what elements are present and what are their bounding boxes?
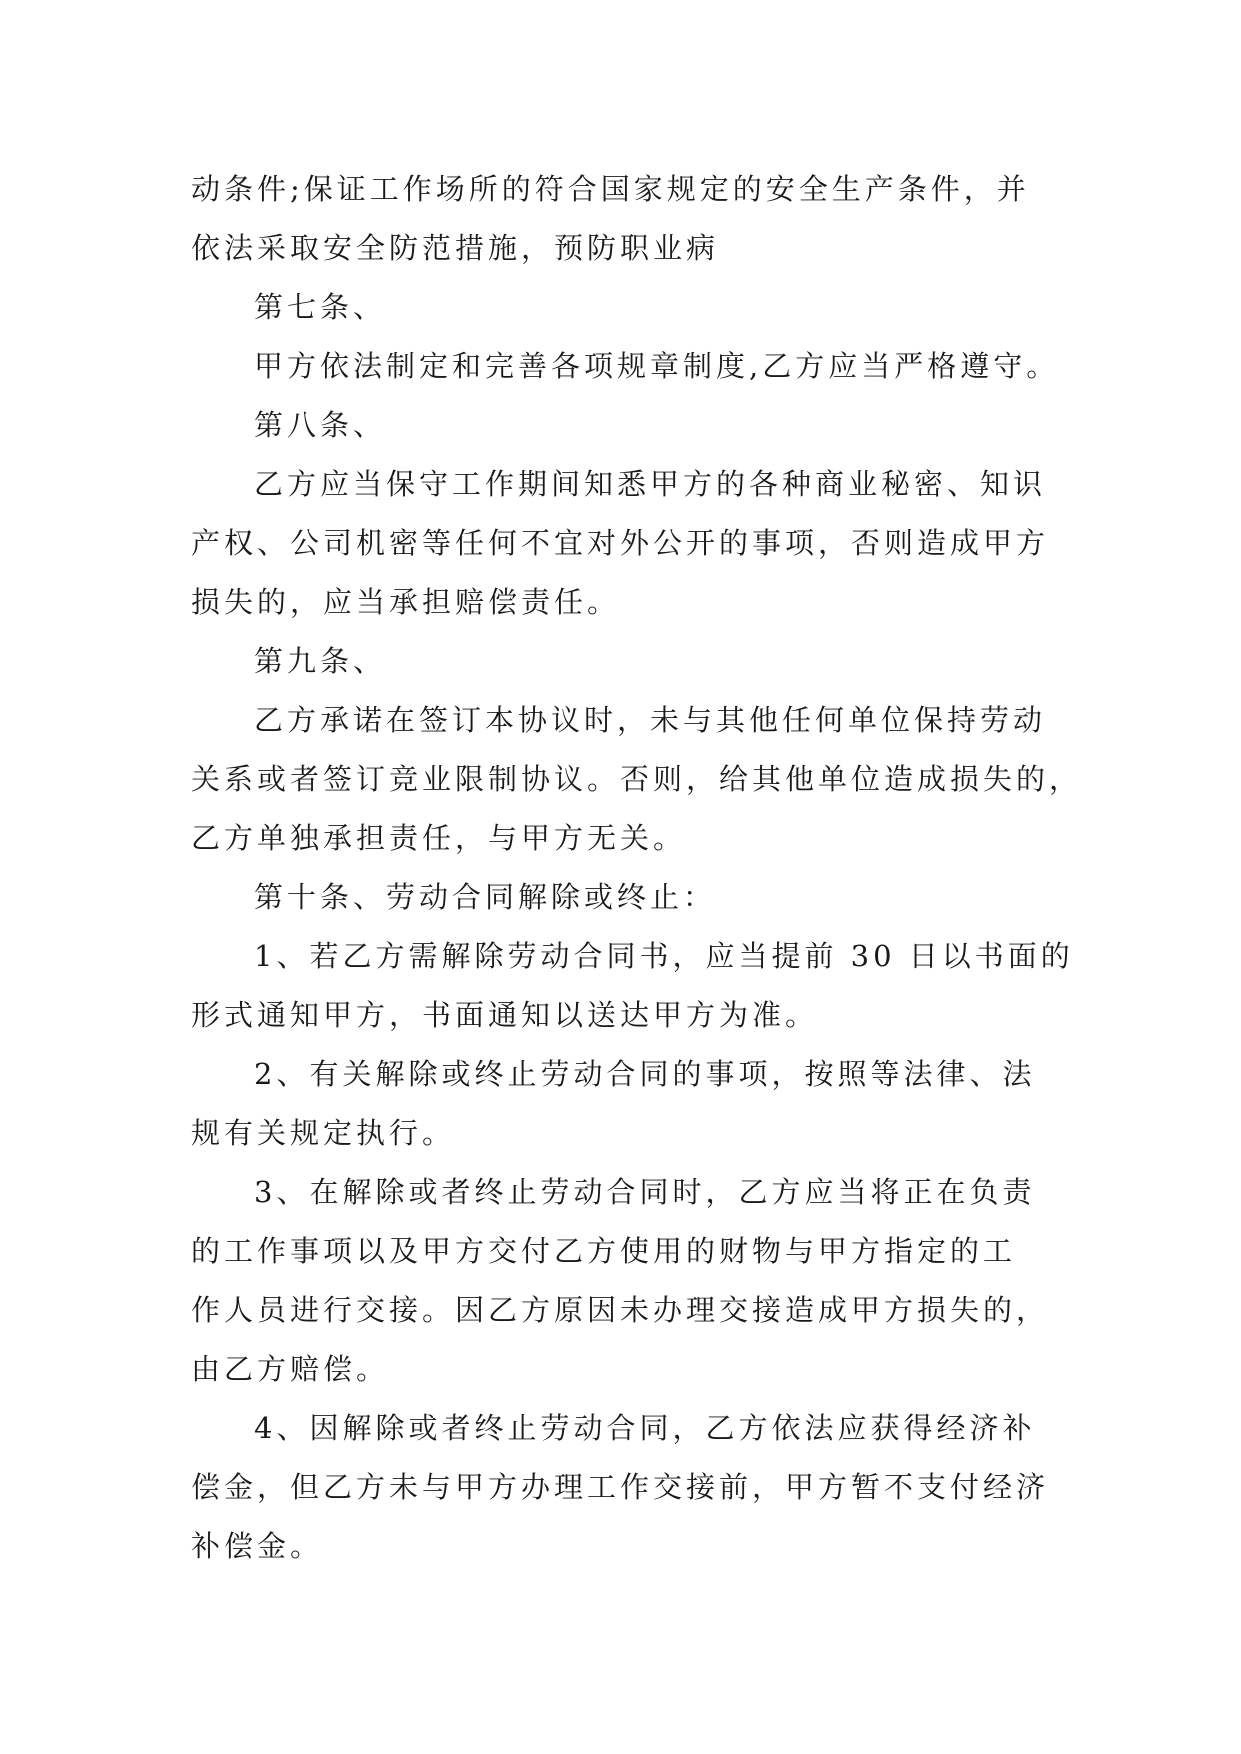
text-line: 关系或者签订竞业限制协议。否则，给其他单位造成损失的，	[191, 762, 1083, 796]
text-line: 乙方承诺在签订本协议时，未与其他任何单位保持劳动	[254, 703, 1047, 737]
text-line: 第八条、	[254, 408, 387, 442]
text-line: 规有关规定执行。	[191, 1116, 456, 1150]
text-line: 偿金，但乙方未与甲方办理工作交接前，甲方暂不支付经济	[191, 1470, 1050, 1504]
document-body	[191, 160, 1083, 1576]
text-line: 乙方单独承担责任，与甲方无关。	[191, 821, 687, 855]
text-line: 产权、公司机密等任何不宜对外公开的事项，否则造成甲方	[191, 526, 1050, 560]
text-line: 乙方应当保守工作期间知悉甲方的各种商业秘密、知识	[254, 467, 1047, 501]
text-line: 4、因解除或者终止劳动合同，乙方依法应获得经济补	[254, 1411, 1036, 1445]
text-line: 第七条、	[254, 290, 387, 324]
text-line: 依法采取安全防范措施，预防职业病	[191, 231, 720, 265]
text-line: 第十条、劳动合同解除或终止：	[254, 880, 717, 914]
text-line: 甲方依法制定和完善各项规章制度,乙方应当严格遵守。	[254, 349, 1060, 383]
text-line: 由乙方赔偿。	[191, 1352, 390, 1386]
text-line: 2、有关解除或终止劳动合同的事项，按照等法律、法	[254, 1057, 1036, 1091]
text-line: 动条件;保证工作场所的符合国家规定的安全生产条件，并	[191, 172, 1030, 206]
text-line: 第九条、	[254, 644, 387, 678]
text-line: 作人员进行交接。因乙方原因未办理交接造成甲方损失的，	[191, 1293, 1050, 1327]
text-line: 补偿金。	[191, 1529, 324, 1563]
text-line: 3、在解除或者终止劳动合同时，乙方应当将正在负责	[254, 1175, 1036, 1209]
text-line: 的工作事项以及甲方交付乙方使用的财物与甲方指定的工	[191, 1234, 1017, 1268]
text-line: 1、若乙方需解除劳动合同书，应当提前 30 日以书面的	[254, 939, 1074, 973]
text-line: 形式通知甲方，书面通知以送达甲方为准。	[191, 998, 819, 1032]
text-line: 损失的，应当承担赔偿责任。	[191, 585, 621, 619]
